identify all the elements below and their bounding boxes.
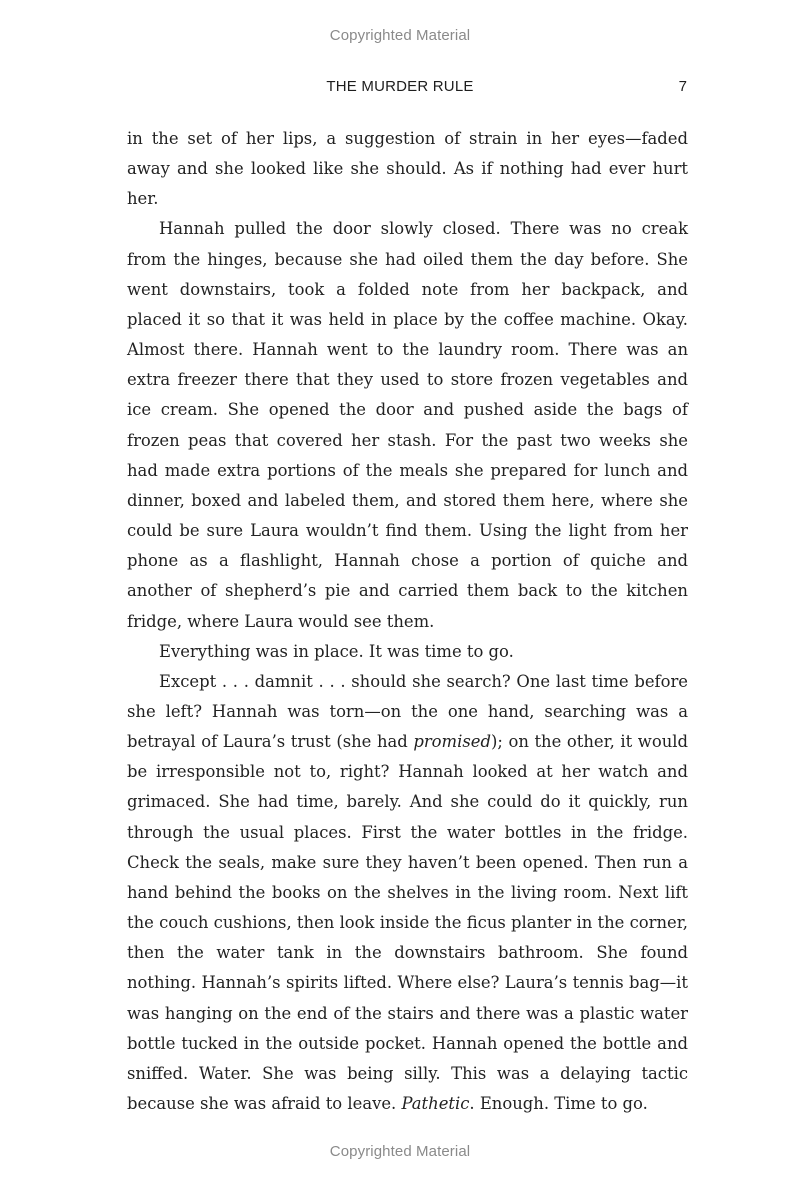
paragraph-2: Hannah pulled the door slowly closed. There was no creak from the hinges, because she had oiled them the day before. She went downstairs, took a folded note from her backpack, and placed it so that it was held in place by the coffee machine. Okay. Almost there. Hannah went to the laundry room. There was an extra freezer there that they used to store frozen vegetables and ice cream. She opened the door and pushed aside the bags of frozen peas that covered her stash. For the past two weeks she had made extra portions of the meals she prepared for lunch and dinner, boxed and labeled them, and stored them here, where she could be sure Laura wouldn’t find them. Using the light from her phone as a flashlight, Hannah chose a portion of quiche and another of shepherd’s pie and carried them back to the kitchen fridge, where Laura would see them. — [127, 219, 688, 631]
body-text — [127, 124, 688, 1119]
paragraph-4-emphasis-promised: promised — [413, 732, 491, 752]
copyright-watermark-bottom: Copyrighted Material — [329, 1143, 471, 1160]
paragraph-4 — [127, 667, 688, 1119]
copyright-watermark-top: Copyrighted Material — [329, 27, 471, 44]
paragraph-4-part-1: Except . . . damnit . . . should she search? One last time before she left? Hannah was torn—on the one hand, searching was a betrayal of Laura’s trust (she had — [127, 671, 688, 752]
paragraph-4-part-3: . Enough. Time to go. — [469, 1094, 648, 1113]
page-number: 7 — [678, 78, 687, 95]
paragraph-3: Everything was in place. It was time to go. — [159, 641, 514, 661]
book-title: THE MURDER RULE — [326, 78, 474, 95]
paragraph-1: in the set of her lips, a suggestion of strain in her eyes—faded away and she looked like she should. As if nothing had ever hurt her. — [127, 129, 688, 209]
paragraph-4-part-2: ); on the other, it would be irresponsible not to, right? Hannah looked at her watch and grimaced. She had time, barely. And she could do it quickly, run through the usual places. First the water bottles in the fridge. Check the seals, make sure they haven’t been opened. Then run a hand behind the books on the shelves in the living room. Next lift the couch cushions, then look inside the ficus planter in the corner, then the water tank in the downstairs bathroom. She found nothing. Hannah’s spirits lifted. Where else? Laura’s tennis bag—it was hanging on the end of the stairs and there was a plastic water bottle tucked in the outside pocket. Hannah opened the bottle and sniffed. Water. She was being silly. This was a delaying tactic because she was afraid to leave. — [127, 732, 688, 1113]
paragraph-4-emphasis-pathetic: Pathetic — [401, 1094, 470, 1113]
running-header — [0, 78, 800, 100]
